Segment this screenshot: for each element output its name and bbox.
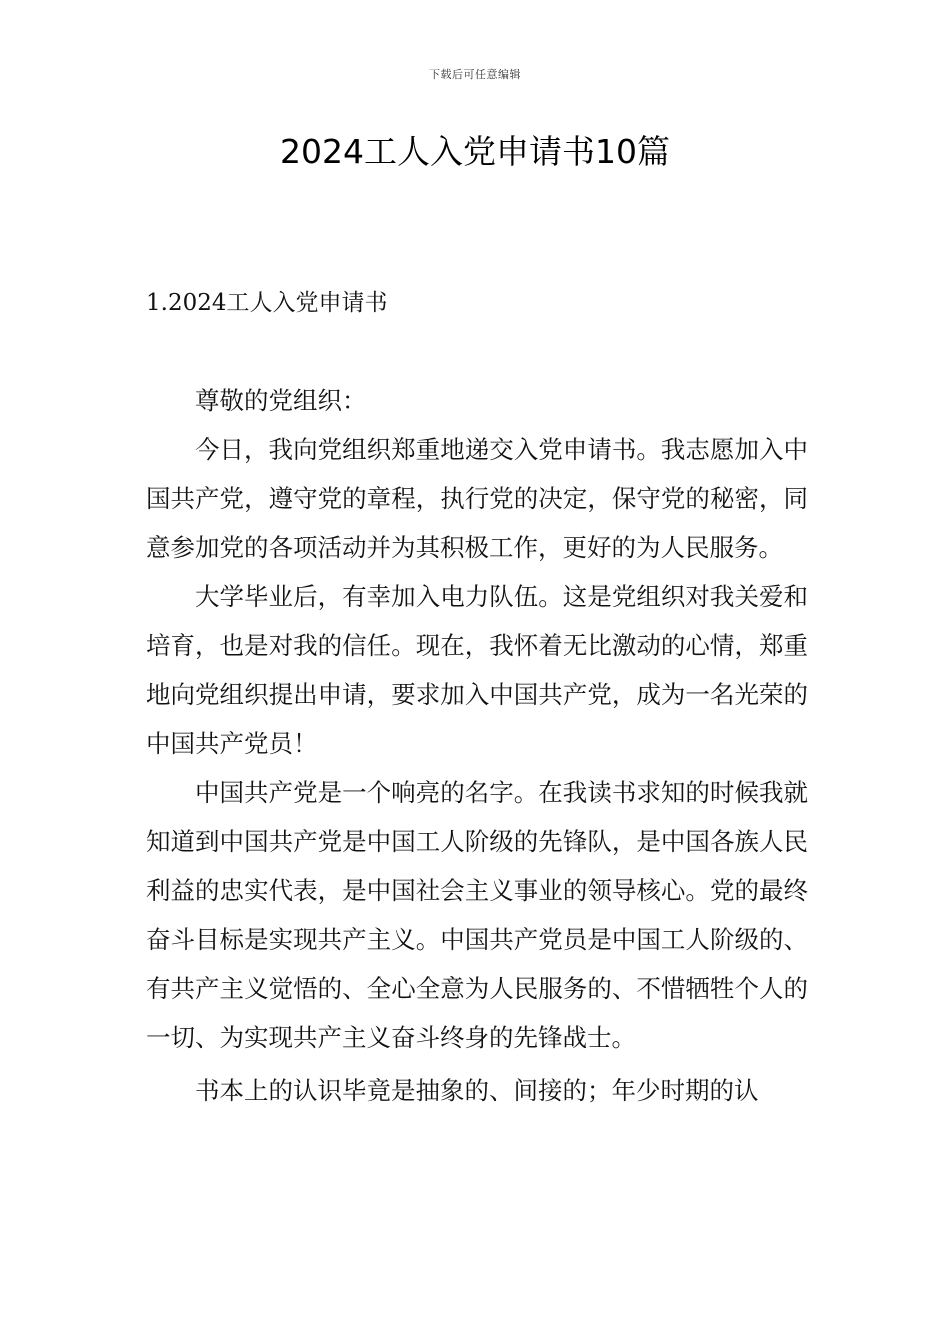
paragraph: 大学毕业后，有幸加入电力队伍。这是党组织对我关爱和培育，也是对我的信任。现在，我怀着无比激动的心情，郑重地向党组织提出申请，要求加入中国共产党，成为一名光荣的中国共产党员！ — [146, 582, 808, 758]
paragraph: 今日，我向党组织郑重地递交入党申请书。我志愿加入中国共产党，遵守党的章程，执行党的决定，保守党的秘密，同意参加党的各项活动并为其积极工作，更好的为人民服务。 — [146, 435, 808, 562]
letter-body — [146, 376, 808, 1115]
document-title: 2024工人入党申请书10篇 — [280, 132, 670, 171]
header-note: 下载后可任意编辑 — [429, 68, 521, 81]
paragraph: 书本上的认识毕竟是抽象的、间接的；年少时期的认 — [195, 1076, 759, 1105]
salutation: 尊敬的党组织： — [195, 386, 367, 415]
paragraph: 中国共产党是一个响亮的名字。在我读书求知的时候我就知道到中国共产党是中国工人阶级的先锋队，是中国各族人民利益的忠实代表，是中国社会主义事业的领导核心。党的最终奋斗目标是实现共产主义。中国共产党员是中国工人阶级的、有共产主义觉悟的、全心全意为人民服务的、不惜牺牲个人的一切、为实现共产主义奋斗终身的先锋战士。 — [146, 778, 808, 1052]
section-heading: 1.2024工人入党申请书 — [146, 290, 388, 316]
